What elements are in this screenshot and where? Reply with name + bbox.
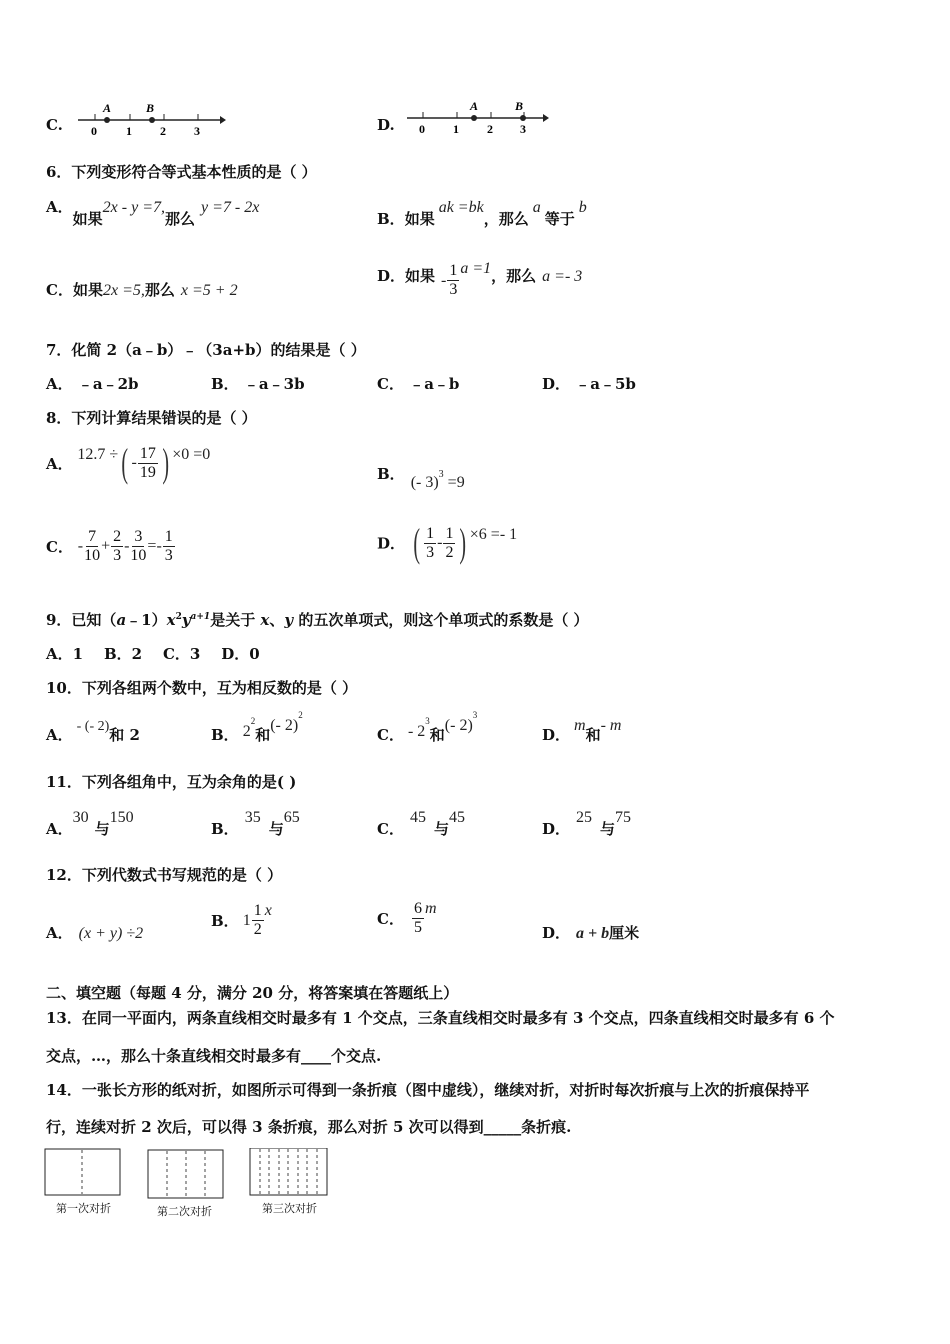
q10-option-b: B． $2^2$和(- 2)$^2$ — [211, 710, 303, 744]
q8-c-frac4: $\frac{1}{3}$ — [164, 528, 173, 564]
q14-fig-label-1: 第一次对折 — [56, 1202, 111, 1215]
q5-c-tick: 1 — [126, 124, 132, 138]
q5-c-point-a: A — [103, 101, 112, 115]
q8-d-op: - — [437, 534, 443, 551]
q6-b-text1: 如果 — [404, 210, 435, 228]
q6-b-label: B． — [377, 210, 405, 228]
q5-d-tick: 2 — [487, 122, 493, 136]
q6-d-label: D． — [377, 266, 406, 285]
q13-line2: 交点，…，那么十条直线相交时最多有____个交点. — [46, 1047, 382, 1065]
q6-d-neg: - — [441, 271, 447, 289]
q6-b-math2: a — [532, 199, 541, 216]
q8-a-label: A． — [46, 454, 73, 473]
q6-option-a — [46, 196, 260, 228]
q10-stem: 10．下列各组两个数中，互为相反数的是（ ） — [46, 679, 358, 697]
q8-a-fraction: $\frac{17}{19}$ — [139, 444, 156, 481]
q11-stem: 11．下列各组角中，互为余角的是( ) — [46, 773, 297, 791]
q11-option-a: A．30与150 — [46, 809, 134, 838]
q6-a-text2: 那么 — [164, 210, 195, 228]
q8-a-math1: 12.7 ÷ — [77, 446, 119, 463]
q6-option-b — [377, 196, 587, 228]
q5-d-tick: 0 — [419, 122, 425, 136]
q6-c-text1: 如果 — [72, 281, 103, 299]
q6-c-math1: 2x =5, — [102, 282, 145, 299]
q8-b-math1: (- 3) — [410, 474, 439, 491]
q8-d-frac1: $\frac{1}{3}$ — [426, 524, 435, 561]
q6-a-text1: 如果 — [72, 210, 103, 228]
q6-b-math3: b — [578, 199, 587, 216]
q12-option-b: B． 1 $\frac{1}{2}$ x — [211, 901, 272, 938]
q5-c-tick: 3 — [194, 124, 200, 138]
q9-options: A．1 B．2 C．3 D．0 — [46, 645, 260, 663]
q7-option-d: D． ﹣a﹣5b — [542, 375, 636, 393]
q5-c-number-line — [74, 98, 226, 138]
q8-c-op3: =- — [147, 537, 162, 555]
q9-stem: 9．已知$(a﹣1)x^2y^{a+1}$是关于 x、y 的五次单项式，则这个单项式的系数是（ ） — [46, 611, 589, 629]
q11-option-c: C．45与45 — [377, 809, 465, 838]
q8-c-op2: - — [124, 537, 130, 555]
q6-a-math1: 2x - y =7, — [102, 199, 165, 216]
q5-d-number-line — [403, 96, 555, 136]
q12-option-a: A． (x + y) ÷2 — [46, 924, 144, 942]
q5-option-d-label: D. — [377, 116, 395, 134]
q8-option-b — [377, 465, 465, 491]
q12-option-c: C． $\frac{6}{5}$ m — [377, 899, 437, 936]
q8-b-label: B． — [377, 465, 405, 483]
q8-a-neg: - — [131, 454, 137, 471]
q8-stem: 8．下列计算结果错误的是（ ） — [46, 409, 257, 427]
q14-fig-label-3: 第三次对折 — [262, 1202, 317, 1215]
q11-option-b: B．35与65 — [211, 809, 300, 838]
q5-option-c-label: C. — [46, 116, 63, 134]
q8-c-label: C． — [46, 538, 73, 556]
q6-c-text2: 那么 — [144, 281, 175, 299]
q7-option-c: C． ﹣a﹣b — [377, 375, 460, 393]
q5-d-point-a: A — [470, 99, 479, 113]
q7-stem: 7．化简 2（a﹣b）﹣（3a+b）的结果是（ ） — [46, 341, 366, 359]
q6-a-label: A． — [46, 198, 73, 216]
q8-d-math2: ×6 =- 1 — [469, 526, 518, 543]
q6-stem: 6．下列变形符合等式基本性质的是（ ） — [46, 163, 317, 181]
q6-d-text1: 如果 — [405, 266, 436, 285]
q10-option-a: A． - (- 2)和 2 — [46, 719, 140, 744]
q12-option-d: D． a + b厘米 — [542, 924, 640, 942]
q6-a-math2: y =7 - 2x — [201, 199, 260, 216]
q6-b-math1: ak =bk — [438, 199, 484, 216]
q5-d-point-b: B — [515, 99, 524, 113]
q6-d-text2: ，那么 — [491, 266, 537, 285]
q10-option-d: D．m和- m — [542, 717, 622, 744]
q8-option-d: D． ( $\frac{1}{3}$ - $\frac{1}{2}$ ) ×6 =- 1 — [377, 520, 518, 565]
q8-d-frac2: $\frac{1}{2}$ — [445, 524, 454, 561]
q14-fig-label-2: 第二次对折 — [157, 1205, 212, 1218]
q8-option-a: A． 12.7 ÷( - $\frac{17}{19}$ ) ×0 =0 — [46, 440, 211, 485]
q11-option-d: D．25与75 — [542, 809, 632, 838]
q6-d-math2: a =- 3 — [542, 267, 583, 285]
q8-a-math2: ×0 =0 — [172, 446, 211, 463]
q6-d-math1: a =1 — [460, 259, 492, 277]
q6-c-math2: x =5 + 2 — [180, 282, 238, 299]
q8-b-sup: 3 — [438, 469, 444, 480]
q5-c-tick: 0 — [91, 124, 97, 138]
q5-c-tick: 2 — [160, 124, 166, 138]
q8-d-label: D． — [377, 534, 406, 553]
q8-c-frac2: $\frac{2}{3}$ — [113, 528, 122, 564]
q6-b-text3: 等于 — [544, 210, 575, 228]
q14-line2: 行，连续对折 2 次后，可以得 3 条折痕，那么对折 5 次可以得到_____条折痕. — [46, 1118, 572, 1136]
section-2-title: 二、填空题（每题 4 分，满分 20 分，将答案填在答题纸上） — [46, 984, 459, 1002]
q8-option-c — [46, 528, 176, 565]
q8-c-frac1: $\frac{7}{10}$ — [84, 528, 101, 564]
q5-c-point-b: B — [146, 101, 155, 115]
q8-c-frac3: $\frac{3}{10}$ — [130, 528, 147, 564]
q8-c-neg: - — [77, 537, 84, 555]
q10-option-c: C． - $2^3$和(- 2)$^3$ — [377, 710, 478, 744]
q7-option-b: B． ﹣a﹣3b — [211, 375, 305, 393]
q6-d-fraction: $\frac{1}{3}$ — [449, 262, 458, 298]
q12-stem: 12．下列代数式书写规范的是（ ） — [46, 866, 283, 884]
q8-b-math2: =9 — [443, 474, 465, 491]
q6-option-c — [46, 279, 238, 300]
q14-line1: 14．一张长方形的纸对折，如图所示可得到一条折痕（图中虚线），继续对折，对折时每次折痕与上次的折痕保持平 — [46, 1081, 810, 1099]
q6-c-label: C． — [46, 281, 73, 299]
q6-b-text2: ，那么 — [483, 210, 529, 228]
q6-option-d — [377, 259, 583, 299]
q8-c-op1: + — [101, 537, 111, 555]
q7-option-a: A． ﹣a﹣2b — [46, 375, 139, 393]
q5-d-tick: 3 — [520, 122, 526, 136]
q5-d-tick: 1 — [453, 122, 459, 136]
q13-line1: 13．在同一平面内，两条直线相交时最多有 1 个交点，三条直线相交时最多有 3 个交点，四条直线相交时最多有 6 个 — [46, 1009, 835, 1027]
